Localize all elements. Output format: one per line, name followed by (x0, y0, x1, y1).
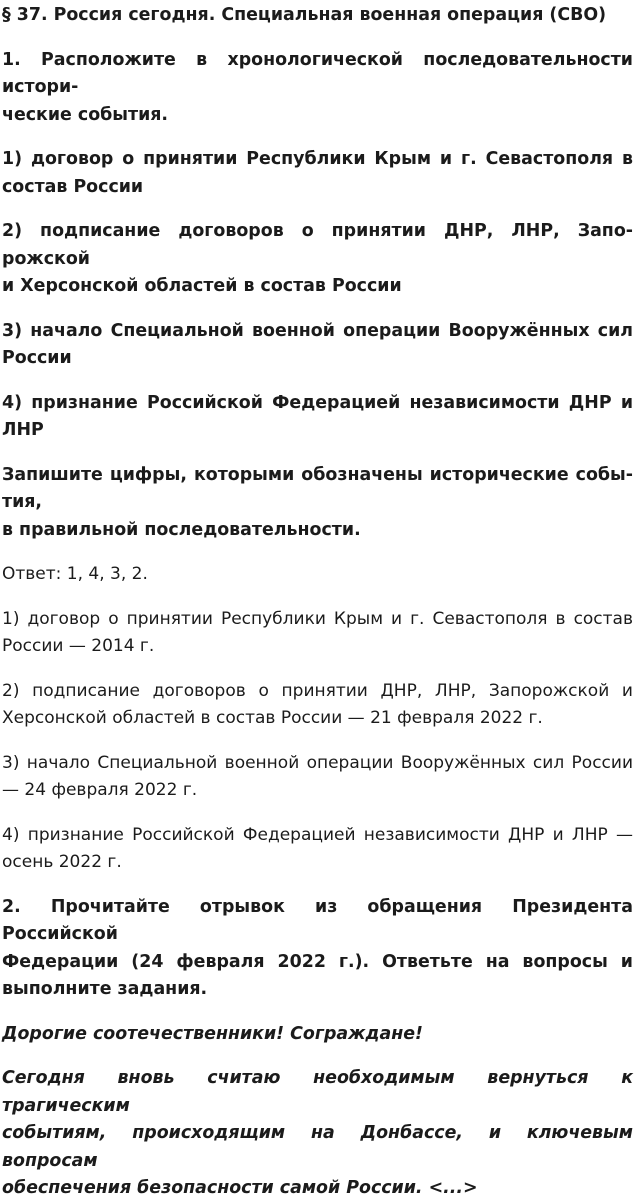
explanation1-line1: 1) договор о принятии Республики Крым и г. Севастополя в состав (2, 608, 633, 629)
task1-prompt-line1: 1. Расположите в хронологической последовательности истори- (2, 49, 633, 97)
task1-instruction-line1: Запишите цифры, которыми обозначены исторические собы-тия, (2, 464, 633, 512)
explanation1-line2: России — 2014 г. (2, 636, 155, 656)
excerpt-line1: Сегодня вновь считаю необходимым вернуться к трагическим (2, 1068, 633, 1116)
task1-answer: Ответ: 1, 4, 3, 2. (2, 564, 148, 584)
explanation2-line1: 2) подписание договоров о принятии ДНР, ЛНР, Запорожской и (2, 680, 633, 701)
task2-prompt-line3: выполните задания. (2, 979, 208, 999)
explanation2-line2: Херсонской областей в состав России — 21 февраля 2022 г. (2, 708, 543, 728)
task1-item4-line2: ЛНР (2, 420, 44, 440)
task1-prompt-line2: ческие события. (2, 104, 169, 125)
excerpt-line3: обеспечения безопасности самой России. <...> (2, 1178, 478, 1198)
task1-item1-line2: состав России (2, 176, 144, 197)
explanation3-line1: 3) начало Специальной военной операции Вооружённых сил России (2, 752, 633, 773)
task1-instruction-line2: в правильной последовательности. (2, 519, 361, 540)
excerpt-line2: событиям, происходящим на Донбассе, и ключевым вопросам (2, 1123, 633, 1171)
task1-item3-line1: 3) начало Специальной военной операции Вооружённых сил (2, 320, 633, 341)
task1-item2-line1: 2) подписание договоров о принятии ДНР, ЛНР, Запо-рожской (2, 221, 633, 269)
task1-item4-line1: 4) признание Российской Федерацией независимости ДНР и (2, 392, 633, 413)
explanation4-line2: осень 2022 г. (2, 852, 122, 872)
task1-item1-line1: 1) договор о принятии Республики Крым и г. Севастополя в (2, 149, 633, 169)
explanation4-line1: 4) признание Российской Федерацией независимости ДНР и ЛНР — (2, 824, 633, 845)
excerpt-greeting: Дорогие соотечественники! Сограждане! (2, 1023, 423, 1044)
task1-item2-line2: и Херсонской областей в состав России (2, 276, 402, 296)
explanation3-line2: — 24 февраля 2022 г. (2, 780, 198, 800)
task2-prompt-line1: 2. Прочитайте отрывок из обращения Президента Российской (2, 896, 633, 944)
task2-prompt-line2: Федерации (24 февраля 2022 г.). Ответьте на вопросы и (2, 951, 633, 972)
task1-item3-line2: России (2, 348, 72, 368)
section-heading: § 37. Россия сегодня. Специальная военная операция (СВО) (2, 5, 607, 25)
